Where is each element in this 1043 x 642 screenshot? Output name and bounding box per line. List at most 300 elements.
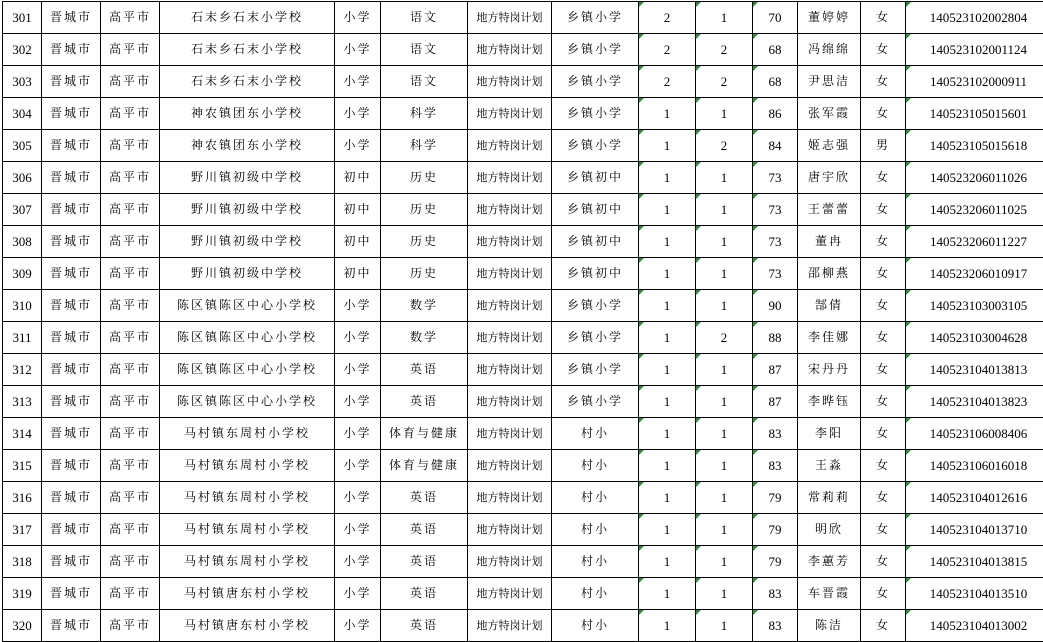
table-row — [3, 418, 1043, 450]
cell-city: 晋城市 — [42, 450, 101, 482]
cell-rank: 1 — [696, 354, 753, 386]
table-row — [3, 514, 1043, 546]
cell-school: 马村镇东周村小学校 — [160, 514, 335, 546]
table-row — [3, 162, 1043, 194]
table-body — [3, 2, 1043, 642]
cell-county: 高平市 — [101, 418, 160, 450]
cell-subject: 英语 — [381, 482, 468, 514]
cell-county: 高平市 — [101, 258, 160, 290]
cell-recruit-program: 地方特岗计划 — [468, 322, 552, 354]
cell-exam-id: 140523104013815 — [906, 546, 1043, 578]
cell-subject: 数学 — [381, 322, 468, 354]
cell-exam-id: 140523103003105 — [906, 290, 1043, 322]
cell-name: 邵柳燕 — [798, 258, 861, 290]
cell-serial-number: 301 — [3, 2, 42, 34]
cell-city: 晋城市 — [42, 226, 101, 258]
cell-county: 高平市 — [101, 354, 160, 386]
cell-recruit-program: 地方特岗计划 — [468, 290, 552, 322]
cell-school-type: 乡镇初中 — [552, 258, 639, 290]
table-row — [3, 98, 1043, 130]
cell-serial-number: 304 — [3, 98, 42, 130]
cell-city: 晋城市 — [42, 258, 101, 290]
cell-school-level: 初中 — [335, 226, 381, 258]
cell-quota: 1 — [639, 546, 696, 578]
cell-recruit-program: 地方特岗计划 — [468, 258, 552, 290]
table-row — [3, 578, 1043, 610]
cell-gender: 女 — [861, 514, 906, 546]
cell-city: 晋城市 — [42, 130, 101, 162]
cell-school-type: 乡镇小学 — [552, 98, 639, 130]
cell-gender: 女 — [861, 610, 906, 642]
cell-county: 高平市 — [101, 34, 160, 66]
cell-rank: 1 — [696, 194, 753, 226]
cell-subject: 体育与健康 — [381, 418, 468, 450]
table-row — [3, 354, 1043, 386]
cell-recruit-program: 地方特岗计划 — [468, 98, 552, 130]
cell-city: 晋城市 — [42, 290, 101, 322]
cell-city: 晋城市 — [42, 514, 101, 546]
cell-score: 83 — [753, 610, 798, 642]
cell-subject: 体育与健康 — [381, 450, 468, 482]
cell-school-type: 乡镇小学 — [552, 66, 639, 98]
cell-name: 冯绵绵 — [798, 34, 861, 66]
cell-school-type: 村小 — [552, 450, 639, 482]
cell-quota: 1 — [639, 386, 696, 418]
cell-rank: 2 — [696, 66, 753, 98]
cell-gender: 女 — [861, 290, 906, 322]
cell-exam-id: 140523104013813 — [906, 354, 1043, 386]
cell-rank: 1 — [696, 482, 753, 514]
table-row — [3, 386, 1043, 418]
cell-school-type: 乡镇小学 — [552, 290, 639, 322]
cell-name: 陈洁 — [798, 610, 861, 642]
cell-recruit-program: 地方特岗计划 — [468, 130, 552, 162]
cell-county: 高平市 — [101, 386, 160, 418]
cell-exam-id: 140523206011025 — [906, 194, 1043, 226]
cell-city: 晋城市 — [42, 578, 101, 610]
cell-school-level: 小学 — [335, 386, 381, 418]
cell-school: 石末乡石末小学校 — [160, 66, 335, 98]
table-row — [3, 226, 1043, 258]
cell-score: 79 — [753, 482, 798, 514]
cell-quota: 1 — [639, 258, 696, 290]
cell-score: 68 — [753, 34, 798, 66]
cell-subject: 英语 — [381, 386, 468, 418]
cell-exam-id: 140523104013510 — [906, 578, 1043, 610]
cell-name: 尹思洁 — [798, 66, 861, 98]
cell-school-level: 小学 — [335, 578, 381, 610]
cell-school-type: 乡镇小学 — [552, 130, 639, 162]
table-row — [3, 66, 1043, 98]
cell-subject: 英语 — [381, 578, 468, 610]
cell-exam-id: 140523104012616 — [906, 482, 1043, 514]
cell-recruit-program: 地方特岗计划 — [468, 482, 552, 514]
cell-school-level: 小学 — [335, 514, 381, 546]
cell-gender: 女 — [861, 482, 906, 514]
cell-subject: 科学 — [381, 98, 468, 130]
cell-exam-id: 140523102002804 — [906, 2, 1043, 34]
cell-county: 高平市 — [101, 130, 160, 162]
cell-quota: 1 — [639, 194, 696, 226]
cell-gender: 女 — [861, 546, 906, 578]
cell-school: 野川镇初级中学校 — [160, 194, 335, 226]
cell-subject: 历史 — [381, 162, 468, 194]
cell-quota: 1 — [639, 610, 696, 642]
cell-subject: 历史 — [381, 194, 468, 226]
cell-school-type: 乡镇初中 — [552, 162, 639, 194]
table-row — [3, 482, 1043, 514]
cell-county: 高平市 — [101, 226, 160, 258]
cell-exam-id: 140523105015618 — [906, 130, 1043, 162]
cell-recruit-program: 地方特岗计划 — [468, 66, 552, 98]
cell-recruit-program: 地方特岗计划 — [468, 2, 552, 34]
cell-serial-number: 305 — [3, 130, 42, 162]
cell-quota: 1 — [639, 418, 696, 450]
cell-city: 晋城市 — [42, 34, 101, 66]
cell-school: 马村镇唐东村小学校 — [160, 578, 335, 610]
cell-quota: 1 — [639, 98, 696, 130]
cell-name: 董冉 — [798, 226, 861, 258]
cell-gender: 女 — [861, 194, 906, 226]
cell-rank: 1 — [696, 162, 753, 194]
cell-school: 神农镇团东小学校 — [160, 98, 335, 130]
cell-serial-number: 312 — [3, 354, 42, 386]
cell-recruit-program: 地方特岗计划 — [468, 354, 552, 386]
cell-name: 董婷婷 — [798, 2, 861, 34]
cell-score: 86 — [753, 98, 798, 130]
cell-city: 晋城市 — [42, 162, 101, 194]
cell-subject: 语文 — [381, 2, 468, 34]
cell-name: 李蕙芳 — [798, 546, 861, 578]
cell-name: 郜倩 — [798, 290, 861, 322]
cell-gender: 男 — [861, 130, 906, 162]
cell-exam-id: 140523206011227 — [906, 226, 1043, 258]
cell-gender: 女 — [861, 450, 906, 482]
cell-county: 高平市 — [101, 2, 160, 34]
cell-school-type: 乡镇初中 — [552, 194, 639, 226]
cell-county: 高平市 — [101, 450, 160, 482]
cell-recruit-program: 地方特岗计划 — [468, 226, 552, 258]
table-row — [3, 322, 1043, 354]
cell-school-level: 小学 — [335, 98, 381, 130]
cell-subject: 语文 — [381, 34, 468, 66]
cell-serial-number: 303 — [3, 66, 42, 98]
table-row — [3, 258, 1043, 290]
cell-rank: 1 — [696, 578, 753, 610]
cell-school: 马村镇东周村小学校 — [160, 418, 335, 450]
cell-rank: 1 — [696, 418, 753, 450]
cell-serial-number: 317 — [3, 514, 42, 546]
cell-rank: 1 — [696, 386, 753, 418]
cell-school: 石末乡石末小学校 — [160, 34, 335, 66]
cell-school: 陈区镇陈区中心小学校 — [160, 386, 335, 418]
cell-rank: 2 — [696, 322, 753, 354]
cell-school-level: 小学 — [335, 418, 381, 450]
cell-school: 神农镇团东小学校 — [160, 130, 335, 162]
cell-serial-number: 313 — [3, 386, 42, 418]
cell-subject: 历史 — [381, 226, 468, 258]
cell-school-type: 乡镇初中 — [552, 226, 639, 258]
cell-recruit-program: 地方特岗计划 — [468, 514, 552, 546]
table-row — [3, 290, 1043, 322]
cell-serial-number: 311 — [3, 322, 42, 354]
cell-gender: 女 — [861, 354, 906, 386]
cell-quota: 1 — [639, 290, 696, 322]
cell-city: 晋城市 — [42, 194, 101, 226]
cell-quota: 1 — [639, 578, 696, 610]
cell-score: 84 — [753, 130, 798, 162]
cell-exam-id: 140523206011026 — [906, 162, 1043, 194]
cell-school-level: 初中 — [335, 162, 381, 194]
cell-rank: 1 — [696, 290, 753, 322]
cell-school-level: 小学 — [335, 2, 381, 34]
cell-gender: 女 — [861, 98, 906, 130]
cell-school-level: 小学 — [335, 290, 381, 322]
cell-rank: 1 — [696, 546, 753, 578]
cell-gender: 女 — [861, 418, 906, 450]
cell-quota: 2 — [639, 2, 696, 34]
cell-school-level: 小学 — [335, 450, 381, 482]
cell-exam-id: 140523102000911 — [906, 66, 1043, 98]
cell-name: 张军霞 — [798, 98, 861, 130]
cell-score: 68 — [753, 66, 798, 98]
cell-exam-id: 140523104013002 — [906, 610, 1043, 642]
table-row — [3, 450, 1043, 482]
cell-serial-number: 316 — [3, 482, 42, 514]
cell-score: 73 — [753, 226, 798, 258]
cell-score: 73 — [753, 162, 798, 194]
cell-serial-number: 302 — [3, 34, 42, 66]
cell-name: 李阳 — [798, 418, 861, 450]
cell-name: 王淼 — [798, 450, 861, 482]
cell-gender: 女 — [861, 578, 906, 610]
cell-city: 晋城市 — [42, 98, 101, 130]
cell-score: 79 — [753, 514, 798, 546]
cell-score: 73 — [753, 258, 798, 290]
cell-rank: 1 — [696, 258, 753, 290]
cell-school-level: 小学 — [335, 322, 381, 354]
table-row — [3, 194, 1043, 226]
cell-serial-number: 310 — [3, 290, 42, 322]
cell-subject: 数学 — [381, 290, 468, 322]
cell-recruit-program: 地方特岗计划 — [468, 162, 552, 194]
cell-subject: 历史 — [381, 258, 468, 290]
cell-county: 高平市 — [101, 322, 160, 354]
cell-score: 83 — [753, 578, 798, 610]
cell-quota: 1 — [639, 514, 696, 546]
cell-school-type: 村小 — [552, 418, 639, 450]
cell-serial-number: 320 — [3, 610, 42, 642]
table-row — [3, 610, 1043, 642]
cell-exam-id: 140523106008406 — [906, 418, 1043, 450]
cell-recruit-program: 地方特岗计划 — [468, 578, 552, 610]
table-row — [3, 34, 1043, 66]
cell-school-type: 乡镇小学 — [552, 386, 639, 418]
cell-school-type: 村小 — [552, 610, 639, 642]
cell-county: 高平市 — [101, 482, 160, 514]
cell-rank: 2 — [696, 130, 753, 162]
cell-serial-number: 307 — [3, 194, 42, 226]
cell-city: 晋城市 — [42, 418, 101, 450]
cell-school-level: 初中 — [335, 194, 381, 226]
cell-exam-id: 140523104013710 — [906, 514, 1043, 546]
cell-name: 李佳娜 — [798, 322, 861, 354]
cell-serial-number: 318 — [3, 546, 42, 578]
cell-school: 野川镇初级中学校 — [160, 226, 335, 258]
cell-name: 姬志强 — [798, 130, 861, 162]
cell-school: 野川镇初级中学校 — [160, 162, 335, 194]
cell-recruit-program: 地方特岗计划 — [468, 386, 552, 418]
cell-school: 陈区镇陈区中心小学校 — [160, 322, 335, 354]
cell-school: 陈区镇陈区中心小学校 — [160, 354, 335, 386]
cell-quota: 1 — [639, 482, 696, 514]
cell-score: 70 — [753, 2, 798, 34]
cell-subject: 英语 — [381, 610, 468, 642]
cell-name: 王蕾蕾 — [798, 194, 861, 226]
cell-school-level: 小学 — [335, 354, 381, 386]
cell-name: 李晔钰 — [798, 386, 861, 418]
cell-city: 晋城市 — [42, 66, 101, 98]
results-table — [2, 1, 1043, 642]
cell-city: 晋城市 — [42, 386, 101, 418]
cell-name: 常莉莉 — [798, 482, 861, 514]
cell-county: 高平市 — [101, 514, 160, 546]
cell-county: 高平市 — [101, 98, 160, 130]
cell-gender: 女 — [861, 386, 906, 418]
cell-score: 87 — [753, 354, 798, 386]
cell-county: 高平市 — [101, 194, 160, 226]
cell-quota: 1 — [639, 354, 696, 386]
cell-school-type: 乡镇小学 — [552, 322, 639, 354]
cell-gender: 女 — [861, 34, 906, 66]
cell-rank: 1 — [696, 98, 753, 130]
cell-school-level: 小学 — [335, 482, 381, 514]
cell-school: 野川镇初级中学校 — [160, 258, 335, 290]
cell-name: 唐宇欣 — [798, 162, 861, 194]
cell-serial-number: 315 — [3, 450, 42, 482]
cell-school-level: 小学 — [335, 546, 381, 578]
table-row — [3, 130, 1043, 162]
cell-serial-number: 319 — [3, 578, 42, 610]
cell-quota: 1 — [639, 322, 696, 354]
table-row — [3, 546, 1043, 578]
cell-school-type: 村小 — [552, 546, 639, 578]
cell-school: 马村镇东周村小学校 — [160, 546, 335, 578]
cell-exam-id: 140523102001124 — [906, 34, 1043, 66]
cell-county: 高平市 — [101, 546, 160, 578]
cell-quota: 1 — [639, 450, 696, 482]
cell-gender: 女 — [861, 2, 906, 34]
cell-recruit-program: 地方特岗计划 — [468, 34, 552, 66]
cell-school-level: 小学 — [335, 610, 381, 642]
cell-gender: 女 — [861, 258, 906, 290]
cell-city: 晋城市 — [42, 322, 101, 354]
cell-school-type: 村小 — [552, 482, 639, 514]
cell-school: 马村镇唐东村小学校 — [160, 610, 335, 642]
cell-rank: 1 — [696, 450, 753, 482]
cell-score: 87 — [753, 386, 798, 418]
cell-recruit-program: 地方特岗计划 — [468, 450, 552, 482]
cell-serial-number: 314 — [3, 418, 42, 450]
cell-quota: 2 — [639, 66, 696, 98]
cell-school-type: 乡镇小学 — [552, 2, 639, 34]
table-row — [3, 2, 1043, 34]
cell-school: 石末乡石末小学校 — [160, 2, 335, 34]
cell-exam-id: 140523104013823 — [906, 386, 1043, 418]
cell-serial-number: 309 — [3, 258, 42, 290]
cell-serial-number: 308 — [3, 226, 42, 258]
cell-score: 83 — [753, 418, 798, 450]
cell-city: 晋城市 — [42, 546, 101, 578]
cell-gender: 女 — [861, 162, 906, 194]
cell-county: 高平市 — [101, 290, 160, 322]
cell-school-level: 小学 — [335, 34, 381, 66]
cell-rank: 1 — [696, 610, 753, 642]
cell-recruit-program: 地方特岗计划 — [468, 194, 552, 226]
cell-gender: 女 — [861, 226, 906, 258]
cell-exam-id: 140523105015601 — [906, 98, 1043, 130]
cell-county: 高平市 — [101, 610, 160, 642]
cell-score: 79 — [753, 546, 798, 578]
cell-score: 73 — [753, 194, 798, 226]
cell-serial-number: 306 — [3, 162, 42, 194]
cell-name: 宋丹丹 — [798, 354, 861, 386]
cell-school-type: 乡镇小学 — [552, 34, 639, 66]
cell-score: 90 — [753, 290, 798, 322]
cell-school-type: 乡镇小学 — [552, 354, 639, 386]
cell-rank: 2 — [696, 34, 753, 66]
cell-name: 明欣 — [798, 514, 861, 546]
cell-quota: 1 — [639, 130, 696, 162]
cell-name: 车晋霞 — [798, 578, 861, 610]
cell-score: 88 — [753, 322, 798, 354]
cell-recruit-program: 地方特岗计划 — [468, 418, 552, 450]
cell-school-level: 小学 — [335, 130, 381, 162]
cell-exam-id: 140523106016018 — [906, 450, 1043, 482]
cell-school-type: 村小 — [552, 578, 639, 610]
cell-subject: 英语 — [381, 546, 468, 578]
cell-rank: 1 — [696, 226, 753, 258]
cell-exam-id: 140523103004628 — [906, 322, 1043, 354]
cell-school-level: 小学 — [335, 66, 381, 98]
cell-city: 晋城市 — [42, 2, 101, 34]
cell-exam-id: 140523206010917 — [906, 258, 1043, 290]
cell-gender: 女 — [861, 66, 906, 98]
cell-rank: 1 — [696, 514, 753, 546]
cell-county: 高平市 — [101, 578, 160, 610]
cell-subject: 语文 — [381, 66, 468, 98]
cell-quota: 1 — [639, 226, 696, 258]
cell-recruit-program: 地方特岗计划 — [468, 610, 552, 642]
cell-city: 晋城市 — [42, 610, 101, 642]
cell-quota: 2 — [639, 34, 696, 66]
cell-city: 晋城市 — [42, 482, 101, 514]
cell-school-type: 村小 — [552, 514, 639, 546]
cell-subject: 科学 — [381, 130, 468, 162]
cell-recruit-program: 地方特岗计划 — [468, 546, 552, 578]
cell-score: 83 — [753, 450, 798, 482]
cell-quota: 1 — [639, 162, 696, 194]
cell-school: 马村镇东周村小学校 — [160, 482, 335, 514]
cell-county: 高平市 — [101, 66, 160, 98]
cell-county: 高平市 — [101, 162, 160, 194]
cell-subject: 英语 — [381, 354, 468, 386]
cell-school: 马村镇东周村小学校 — [160, 450, 335, 482]
cell-rank: 1 — [696, 2, 753, 34]
cell-gender: 女 — [861, 322, 906, 354]
cell-subject: 英语 — [381, 514, 468, 546]
cell-city: 晋城市 — [42, 354, 101, 386]
